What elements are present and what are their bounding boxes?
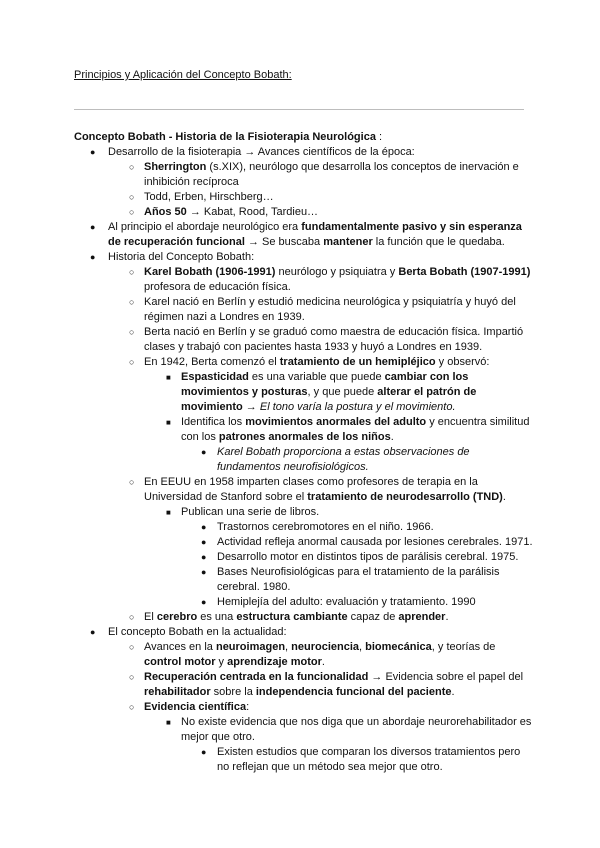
list-item-text <box>144 355 534 370</box>
italic-text: Karel Bobath proporciona a estas observaciones de fundamentos neurofisiológicos. <box>217 446 470 473</box>
bullet-marker: ○ <box>129 297 135 307</box>
list-item <box>74 670 534 700</box>
horizontal-rule <box>74 109 524 110</box>
bullet-marker: ● <box>201 747 207 757</box>
text-run: Avances en la <box>144 641 216 653</box>
bold-text: movimientos anormales del adulto <box>245 416 427 428</box>
bullet-marker: ● <box>201 447 207 457</box>
bullet-marker: ○ <box>129 192 135 202</box>
bold-text: rehabilitador <box>144 686 211 698</box>
text-run: la función que le quedaba. <box>372 236 505 248</box>
list-item <box>74 625 534 640</box>
list-item-text <box>217 535 534 550</box>
list-item <box>74 475 534 505</box>
bullet-marker: ○ <box>129 672 135 682</box>
bullet-marker: ○ <box>129 642 135 652</box>
list-item <box>74 295 534 325</box>
bullet-marker: ● <box>201 567 207 577</box>
page-title: Principios y Aplicación del Concepto Bobath: <box>74 69 292 81</box>
section-heading-text <box>74 130 534 145</box>
text-run: sobre la <box>210 686 256 698</box>
list-item <box>74 220 534 250</box>
list-item <box>74 145 534 160</box>
bold-text: Berta Bobath (1907-1991) <box>398 266 531 278</box>
section-heading <box>74 130 534 145</box>
list-item <box>74 505 534 520</box>
bold-text: neurociencia <box>291 641 360 653</box>
bullet-marker: ■ <box>166 373 171 382</box>
list-item <box>74 415 534 445</box>
text-run: En EEUU en 1958 imparten clases como profesores de terapia en la Universidad de Stanford sobre el <box>144 476 478 503</box>
text-run: Actividad refleja anormal causada por lesiones cerebrales. 1971. <box>217 536 533 548</box>
bold-text: Sherrington <box>144 161 207 173</box>
text-run: Desarrollo de la fisioterapia → Avances científicos de la época: <box>108 146 415 158</box>
text-run: Al principio el abordaje neurológico era <box>108 221 302 233</box>
bold-text: independencia funcional del paciente <box>255 686 452 698</box>
bullet-marker: ○ <box>129 477 135 487</box>
text-run: Identifica los <box>181 416 246 428</box>
bold-text: Karel Bobath (1906-1991) <box>144 266 276 278</box>
bold-text: cambiar con los movimientos y posturas <box>181 371 469 398</box>
list-item <box>74 205 534 220</box>
text-run: , <box>285 641 292 653</box>
list-item-text <box>144 160 534 190</box>
bold-text: Años 50 <box>144 206 187 218</box>
list-item-text <box>144 190 534 205</box>
bold-text: aprendizaje motor <box>227 656 322 668</box>
bullet-list <box>74 145 534 775</box>
list-item <box>74 715 534 745</box>
list-item-text <box>144 670 534 700</box>
list-item-text <box>144 640 534 670</box>
bullet-marker: ○ <box>129 612 135 622</box>
list-item <box>74 265 534 295</box>
bold-text: alterar el patrón de movimiento <box>181 386 477 413</box>
text-run: → Kabat, Rood, Tardieu… <box>186 206 319 218</box>
bold-text: Concepto Bobath - Historia de la Fisioterapia Neurológica <box>74 131 376 143</box>
text-run: capaz de <box>347 611 399 623</box>
bullet-marker: ● <box>90 222 96 232</box>
text-run: (s.XIX), neurólogo que desarrolla los conceptos de inervación e inhibición recíproca <box>144 161 519 188</box>
bullet-marker: ■ <box>166 508 171 517</box>
list-item-text <box>108 250 534 265</box>
list-item <box>74 250 534 265</box>
list-item <box>74 700 534 715</box>
list-item-text <box>108 220 534 250</box>
text-run: No existe evidencia que nos diga que un abordaje neurorehabilitador es mejor que otro. <box>181 716 532 743</box>
bold-text: estructura cambiante <box>236 611 348 623</box>
text-run: y <box>215 656 228 668</box>
text-run: , y que puede <box>307 386 378 398</box>
list-item-text <box>217 445 534 475</box>
list-item <box>74 520 534 535</box>
text-run: En 1942, Berta comenzó el <box>144 356 280 368</box>
text-run: → Se buscaba <box>244 236 324 248</box>
bullet-marker: ● <box>90 147 96 157</box>
list-item <box>74 190 534 205</box>
text-run: . <box>321 656 325 668</box>
bold-text: Espasticidad <box>181 371 249 383</box>
list-item <box>74 355 534 370</box>
bullet-marker: ● <box>90 252 96 262</box>
bold-text: biomecánica <box>365 641 432 653</box>
list-item-text <box>144 700 534 715</box>
list-item <box>74 595 534 610</box>
text-run: . <box>502 491 506 503</box>
list-item <box>74 550 534 565</box>
text-run: . <box>445 611 449 623</box>
list-item-text <box>108 145 534 160</box>
list-item-text <box>181 370 534 415</box>
text-run: Todd, Erben, Hirschberg… <box>144 191 274 203</box>
bullet-marker: ○ <box>129 357 135 367</box>
list-item-text <box>144 325 534 355</box>
list-item <box>74 325 534 355</box>
list-item <box>74 640 534 670</box>
list-item-text <box>217 565 534 595</box>
bullet-marker: ● <box>201 522 207 532</box>
list-item <box>74 370 534 415</box>
bold-text: mantener <box>323 236 373 248</box>
list-item <box>74 610 534 625</box>
text-run: Hemiplejía del adulto: evaluación y tratamiento. 1990 <box>217 596 476 608</box>
text-run: y observó: <box>435 356 490 368</box>
list-item <box>74 535 534 550</box>
text-run: . <box>390 431 394 443</box>
bullet-marker: ● <box>90 627 96 637</box>
text-run: , <box>359 641 366 653</box>
bullet-marker: ● <box>201 537 207 547</box>
list-item <box>74 160 534 190</box>
document-body <box>74 130 534 775</box>
bold-text: fundamentalmente pasivo y sin esperanza de recuperación funcional <box>108 221 522 248</box>
bullet-marker: ■ <box>166 418 171 427</box>
text-run: Bases Neurofisiológicas para el tratamiento de la parálisis cerebral. 1980. <box>217 566 500 593</box>
text-run: Existen estudios que comparan los diversos tratamientos pero no reflejan que un método sea mejor que otro. <box>217 746 521 773</box>
text-run: → <box>242 401 260 413</box>
text-run: Publican una serie de libros. <box>181 506 320 518</box>
text-run: Trastornos cerebromotores en el niño. 1966. <box>217 521 434 533</box>
list-item-text <box>181 505 534 520</box>
text-run: Berta nació en Berlín y se graduó como maestra de educación física. Impartió clases y trabajó con pacientes hasta 1933 y huyó a Londres en 1939. <box>144 326 524 353</box>
text-run: , y teorías de <box>431 641 496 653</box>
list-item-text <box>181 715 534 745</box>
bullet-marker: ○ <box>129 162 135 172</box>
text-run: : <box>375 131 383 143</box>
list-item <box>74 745 534 775</box>
text-run: : <box>246 701 250 713</box>
bold-text: tratamiento de neurodesarrollo (TND) <box>307 491 503 503</box>
bold-text: Recuperación centrada en la funcionalidad <box>144 671 369 683</box>
bullet-marker: ○ <box>129 327 135 337</box>
list-item <box>74 565 534 595</box>
list-item-text <box>181 415 534 445</box>
list-item-text <box>144 265 534 295</box>
bold-text: Evidencia científica <box>144 701 247 713</box>
bold-text: control motor <box>144 656 216 668</box>
text-run: y encuentra similitud con los <box>181 416 530 443</box>
text-run: neurólogo y psiquiatra y <box>275 266 399 278</box>
list-item-text <box>217 745 534 775</box>
text-run: El <box>144 611 157 623</box>
bold-text: neuroimagen <box>215 641 286 653</box>
list-item-text <box>217 595 534 610</box>
text-run: → Evidencia sobre el papel del <box>368 671 524 683</box>
text-run: El concepto Bobath en la actualidad: <box>108 626 287 638</box>
bold-text: aprender <box>398 611 446 623</box>
bullet-marker: ○ <box>129 267 135 277</box>
list-item-text <box>144 295 534 325</box>
text-run: es una <box>197 611 237 623</box>
list-item-text <box>108 625 534 640</box>
bold-text: tratamiento de un hemipléjico <box>279 356 436 368</box>
bullet-marker: ○ <box>129 702 135 712</box>
list-item-text <box>144 475 534 505</box>
text-run: Historia del Concepto Bobath: <box>108 251 255 263</box>
text-run: Karel nació en Berlín y estudió medicina neurológica y psiquiatría y huyó del régimen nazi a Londres en 1939. <box>144 296 516 323</box>
bold-text: cerebro <box>156 611 198 623</box>
bullet-marker: ○ <box>129 207 135 217</box>
italic-text: El tono varía la postura y el movimiento. <box>259 401 456 413</box>
list-item <box>74 445 534 475</box>
list-item-text <box>217 550 534 565</box>
bullet-marker: ● <box>201 597 207 607</box>
list-item-text <box>144 205 534 220</box>
bold-text: patrones anormales de los niños <box>218 431 391 443</box>
text-run: Desarrollo motor en distintos tipos de parálisis cerebral. 1975. <box>217 551 519 563</box>
bullet-marker: ■ <box>166 718 171 727</box>
bullet-marker: ● <box>201 552 207 562</box>
list-item-text <box>144 610 534 625</box>
text-run: . <box>451 686 455 698</box>
text-run: es una variable que puede <box>248 371 385 383</box>
text-run: profesora de educación física. <box>144 281 291 293</box>
list-item-text <box>217 520 534 535</box>
